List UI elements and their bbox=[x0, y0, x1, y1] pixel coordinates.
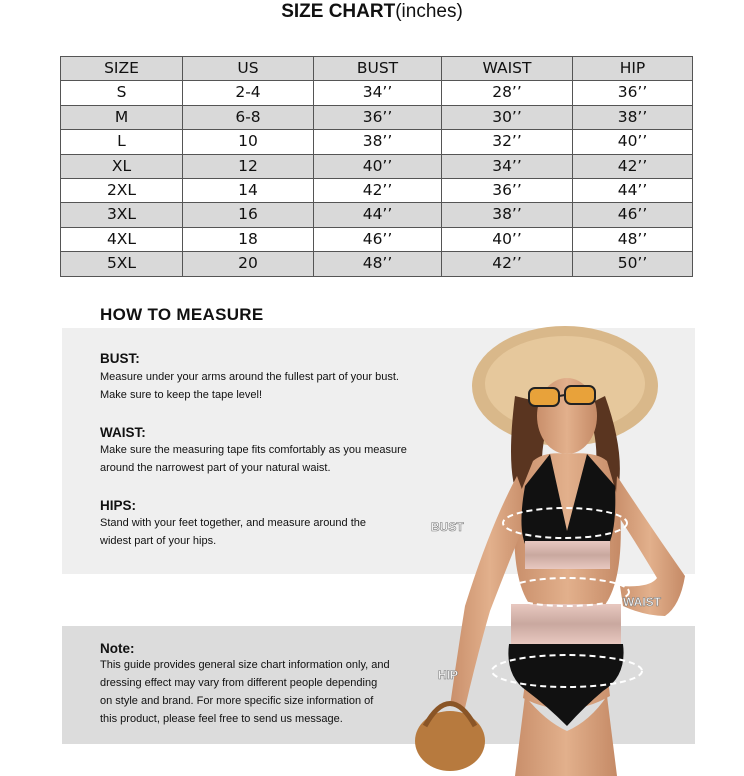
table-row bbox=[61, 178, 693, 202]
text-line: on style and brand. For more specific size information of bbox=[100, 695, 374, 707]
table-row bbox=[61, 154, 693, 178]
column-header: BUST bbox=[314, 57, 442, 81]
text-line: This guide provides general size chart information only, and bbox=[100, 659, 390, 671]
cell-bust: 34’’ bbox=[314, 81, 442, 105]
how-to-measure-heading: HOW TO MEASURE bbox=[100, 305, 264, 324]
waist-instructions bbox=[100, 441, 430, 477]
waist-label: WAIST bbox=[623, 595, 661, 609]
cell-us: 14 bbox=[183, 178, 314, 202]
column-header: SIZE bbox=[61, 57, 183, 81]
text-line: Measure under your arms around the fullest part of your bust. bbox=[100, 371, 399, 383]
table-row bbox=[61, 203, 693, 227]
cell-hip: 42’’ bbox=[573, 154, 693, 178]
cell-us: 16 bbox=[183, 203, 314, 227]
model-photo bbox=[395, 326, 707, 776]
cell-waist: 40’’ bbox=[442, 227, 573, 251]
cell-waist: 38’’ bbox=[442, 203, 573, 227]
top-band bbox=[525, 541, 610, 569]
cell-hip: 36’’ bbox=[573, 81, 693, 105]
table-row bbox=[61, 130, 693, 154]
bust-label: BUST bbox=[431, 520, 464, 534]
cell-us: 12 bbox=[183, 154, 314, 178]
hip-label: HIP bbox=[438, 668, 459, 682]
note-heading: Note: bbox=[100, 641, 135, 656]
bottom-band bbox=[511, 604, 621, 644]
size-chart-table bbox=[60, 56, 693, 277]
straw-bag bbox=[415, 711, 485, 771]
text-line: Stand with your feet together, and measure around the bbox=[100, 517, 367, 529]
chart-title bbox=[0, 1, 744, 23]
cell-size: XL bbox=[61, 154, 183, 178]
cell-waist: 28’’ bbox=[442, 81, 573, 105]
cell-bust: 40’’ bbox=[314, 154, 442, 178]
cell-waist: 36’’ bbox=[442, 178, 573, 202]
bust-heading: BUST: bbox=[100, 351, 140, 366]
cell-hip: 38’’ bbox=[573, 105, 693, 129]
sunglasses bbox=[529, 388, 559, 406]
cell-size: 4XL bbox=[61, 227, 183, 251]
table-row bbox=[61, 252, 693, 276]
cell-bust: 42’’ bbox=[314, 178, 442, 202]
hips-instructions bbox=[100, 514, 430, 550]
cell-size: 5XL bbox=[61, 252, 183, 276]
text-line: widest part of your hips. bbox=[100, 535, 217, 547]
cell-hip: 48’’ bbox=[573, 227, 693, 251]
chart-title-unit: (inches) bbox=[395, 1, 463, 22]
text-line: Make sure to keep the tape level! bbox=[100, 389, 263, 401]
cell-waist: 34’’ bbox=[442, 154, 573, 178]
cell-waist: 32’’ bbox=[442, 130, 573, 154]
text-line: Make sure the measuring tape fits comfortably as you measure bbox=[100, 444, 407, 456]
column-header: WAIST bbox=[442, 57, 573, 81]
cell-us: 20 bbox=[183, 252, 314, 276]
text-line: around the narrowest part of your natural waist. bbox=[100, 462, 331, 474]
cell-hip: 50’’ bbox=[573, 252, 693, 276]
cell-hip: 40’’ bbox=[573, 130, 693, 154]
cell-bust: 48’’ bbox=[314, 252, 442, 276]
cell-waist: 42’’ bbox=[442, 252, 573, 276]
cell-us: 6-8 bbox=[183, 105, 314, 129]
text-line: dressing effect may vary from different people depending bbox=[100, 677, 378, 689]
cell-size: 2XL bbox=[61, 178, 183, 202]
column-header: HIP bbox=[573, 57, 693, 81]
cell-us: 2-4 bbox=[183, 81, 314, 105]
cell-us: 10 bbox=[183, 130, 314, 154]
note-text bbox=[100, 656, 430, 728]
table-row bbox=[61, 81, 693, 105]
cell-size: S bbox=[61, 81, 183, 105]
text-line: this product, please feel free to send us message. bbox=[100, 713, 343, 725]
bust-instructions bbox=[100, 368, 430, 404]
table-row bbox=[61, 227, 693, 251]
hips-heading: HIPS: bbox=[100, 498, 137, 513]
column-header: US bbox=[183, 57, 314, 81]
cell-waist: 30’’ bbox=[442, 105, 573, 129]
table-header-row bbox=[61, 57, 693, 81]
cell-bust: 36’’ bbox=[314, 105, 442, 129]
cell-size: L bbox=[61, 130, 183, 154]
cell-hip: 46’’ bbox=[573, 203, 693, 227]
table-row bbox=[61, 105, 693, 129]
cell-size: M bbox=[61, 105, 183, 129]
cell-hip: 44’’ bbox=[573, 178, 693, 202]
cell-bust: 46’’ bbox=[314, 227, 442, 251]
chart-title-bold: SIZE CHART bbox=[281, 1, 396, 22]
cell-bust: 38’’ bbox=[314, 130, 442, 154]
waist-heading: WAIST: bbox=[100, 425, 146, 440]
cell-size: 3XL bbox=[61, 203, 183, 227]
cell-bust: 44’’ bbox=[314, 203, 442, 227]
cell-us: 18 bbox=[183, 227, 314, 251]
